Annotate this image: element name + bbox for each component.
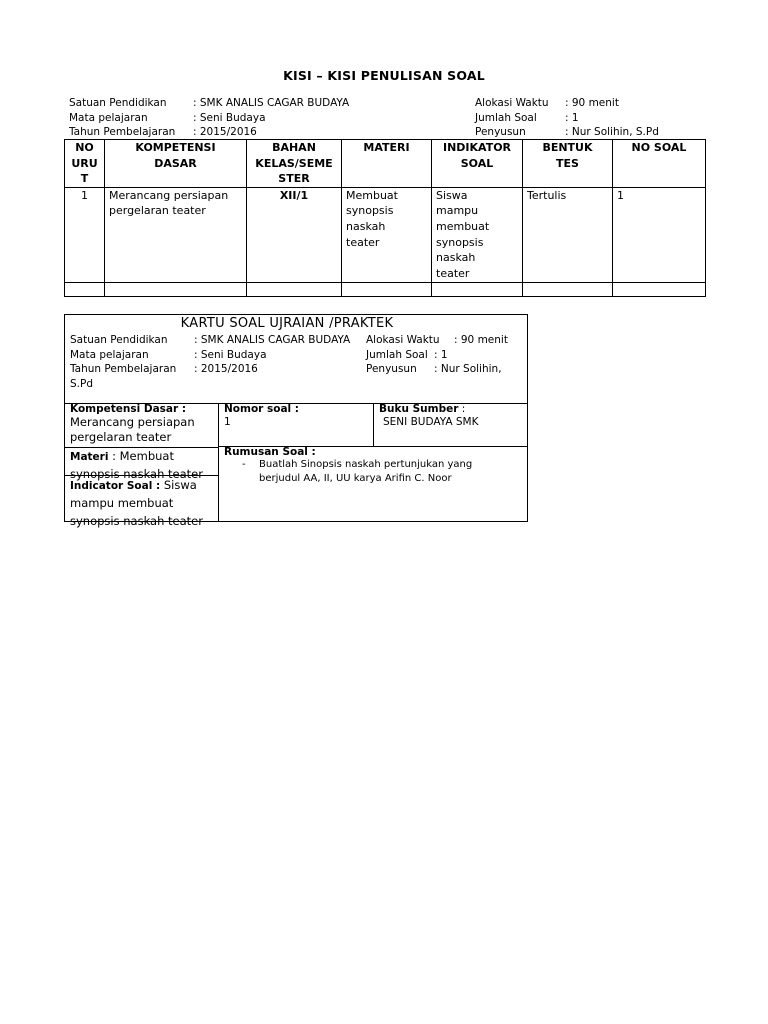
- kisi-title: KISI – KISI PENULISAN SOAL: [283, 68, 485, 83]
- nomor-value: 1: [224, 416, 231, 428]
- header-kompetensi-dasar: KOMPETENSI DASAR: [105, 140, 247, 188]
- buku-label: Buku Sumber: [379, 403, 459, 415]
- rumusan-value: Buatlah Sinopsis naskah pertunjukan yang berjudul AA, II, UU karya Arifin C. Noor: [259, 459, 473, 484]
- empty-cell: [342, 282, 432, 296]
- kisi-info-right: [475, 96, 659, 140]
- info-label: Penyusun: [366, 363, 417, 375]
- table-row: [65, 187, 706, 282]
- header-no-urut: NO URU T: [65, 140, 105, 188]
- header-no-soal: NO SOAL: [613, 140, 706, 188]
- header-indikator-soal: INDIKATOR SOAL: [432, 140, 523, 188]
- nomor-cell: [224, 403, 370, 429]
- info-label: Mata pelajaran: [69, 111, 148, 124]
- rumusan-cell: [224, 446, 524, 486]
- nomor-label: Nomor soal :: [224, 403, 299, 415]
- info-label: Satuan Pendidikan: [70, 334, 168, 346]
- info-value: : SMK ANALIS CAGAR BUDAYA: [194, 334, 351, 346]
- kompetensi-label: Kompetensi Dasar :: [70, 403, 187, 415]
- empty-cell: [432, 282, 523, 296]
- empty-cell: [105, 282, 247, 296]
- indicator-value: Siswa mampu membuat synopsis naskah teater: [70, 478, 203, 528]
- bullet-dash: -: [242, 459, 246, 470]
- info-label: Tahun Pembelajaran: [70, 363, 177, 375]
- header-materi: MATERI: [342, 140, 432, 188]
- empty-cell: [523, 282, 613, 296]
- header-bahan-kelas: BAHAN KELAS/SEME STER: [247, 140, 342, 188]
- cell-kompetensi: Merancang persiapan pergelaran teater: [105, 187, 247, 282]
- kartu-title: KARTU SOAL UJRAIAN /PRAKTEK: [180, 316, 394, 331]
- divider: [218, 403, 219, 521]
- info-value: : 90 menit: [454, 334, 508, 346]
- info-value: : 1: [565, 111, 579, 124]
- cell-indikator: Siswa mampu membuat synopsis naskah teater: [432, 187, 523, 282]
- rumusan-item: [224, 458, 484, 486]
- indicator-cell: [70, 476, 216, 529]
- empty-cell: [613, 282, 706, 296]
- info-label: Jumlah Soal: [475, 111, 537, 124]
- kisi-table: [64, 139, 706, 297]
- cell-materi: Membuat synopsis naskah teater: [342, 187, 432, 282]
- divider: [373, 403, 374, 447]
- buku-value: SENI BUDAYA SMK: [383, 416, 479, 428]
- info-label: Alokasi Waktu: [475, 97, 549, 109]
- cell-bentuk: Tertulis: [523, 187, 613, 282]
- info-value: : Seni Budaya: [193, 111, 266, 124]
- info-value: : 90 menit: [565, 97, 619, 109]
- empty-cell: [65, 282, 105, 296]
- penyusun-cont: S.Pd: [70, 377, 93, 390]
- header-bentuk-tes: BENTUK TES: [523, 140, 613, 188]
- info-value: : 1: [434, 348, 448, 361]
- kartu-soal: [64, 314, 528, 528]
- materi-label: Materi: [70, 451, 109, 463]
- cell-no-soal: 1: [613, 187, 706, 282]
- empty-cell: [247, 282, 342, 296]
- table-row-empty: [65, 282, 706, 296]
- info-value: : 2015/2016: [194, 363, 258, 375]
- info-label: Penyusun: [475, 126, 526, 138]
- info-value: : Seni Budaya: [194, 348, 267, 361]
- buku-colon: :: [458, 403, 466, 415]
- info-label: Jumlah Soal: [366, 348, 428, 361]
- buku-cell: [379, 403, 525, 429]
- info-value: : Nur Solihin, S.Pd: [565, 126, 659, 138]
- info-label: Satuan Pendidikan: [69, 97, 167, 109]
- info-label: Tahun Pembelajaran: [69, 126, 176, 138]
- info-label: Alokasi Waktu: [366, 334, 440, 346]
- info-value: : Nur Solihin,: [434, 363, 502, 375]
- rumusan-label: Rumusan Soal :: [224, 446, 316, 458]
- kisi-info-left: [69, 96, 349, 140]
- materi-value: : Membuat synopsis naskah teater: [70, 449, 203, 481]
- cell-kelas: XII/1: [247, 187, 342, 282]
- cell-no: 1: [65, 187, 105, 282]
- info-label: Mata pelajaran: [70, 348, 149, 361]
- kompetensi-value: Merancang persiapan pergelaran teater: [70, 415, 195, 445]
- info-value: : 2015/2016: [193, 126, 257, 138]
- indicator-label: Indicator Soal :: [70, 480, 161, 492]
- kompetensi-cell: [70, 403, 216, 446]
- info-value: : SMK ANALIS CAGAR BUDAYA: [193, 97, 350, 109]
